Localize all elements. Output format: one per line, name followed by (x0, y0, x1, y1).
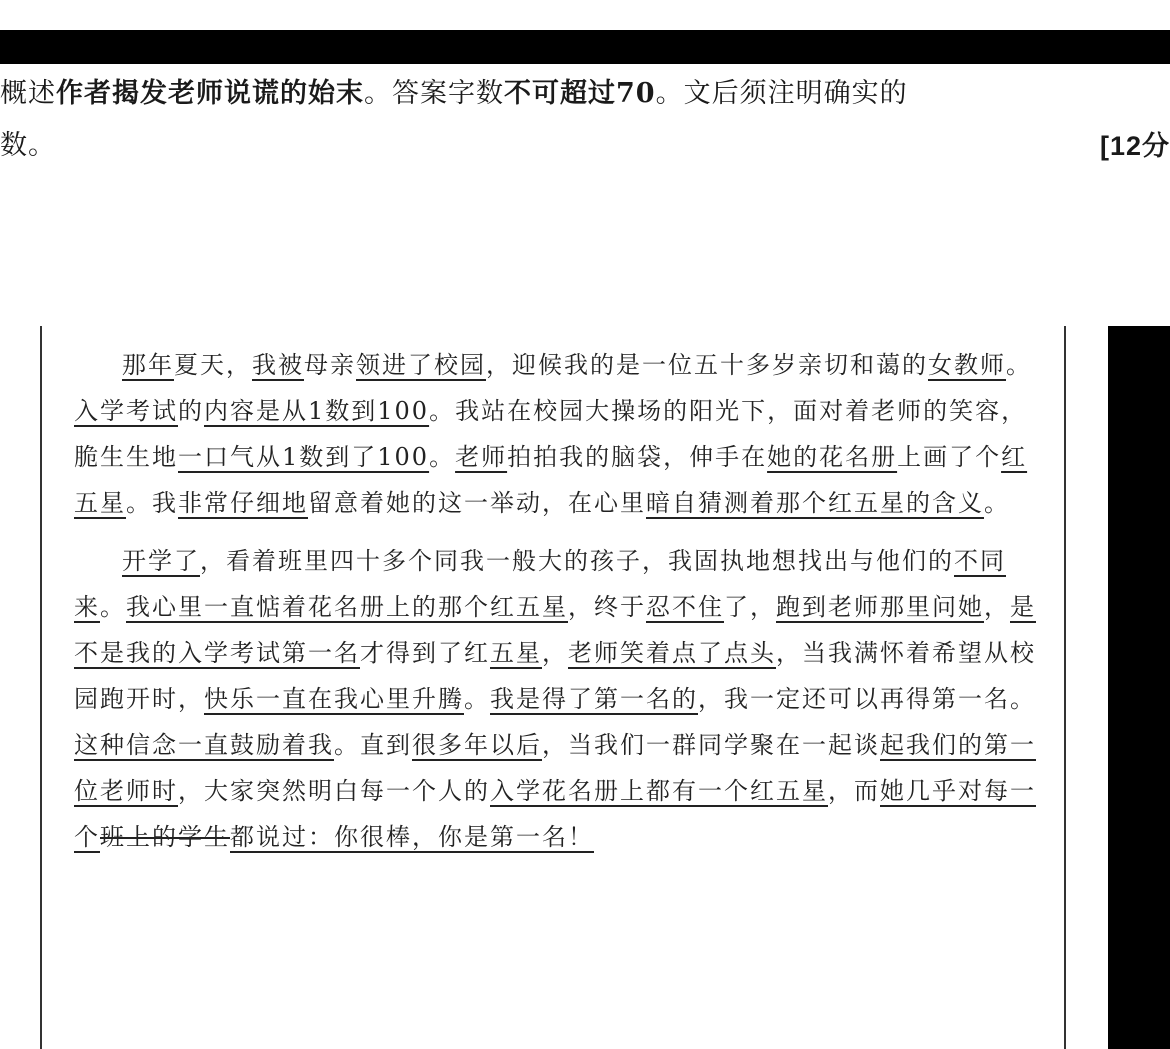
passage-text: 夏天， (174, 351, 252, 379)
passage-paragraph-2 (74, 538, 1040, 860)
underlined-text: 一口气从1数到了100 (178, 443, 430, 471)
underlined-text: 开学了 (122, 547, 200, 575)
top-black-bar (0, 30, 1170, 64)
question-line-2 (0, 124, 1170, 176)
underlined-text: 领进了校园 (356, 351, 486, 379)
underlined-text: 快乐一直在我心里升腾 (204, 685, 464, 713)
passage-text: ，我一定还可以再得第一名。 (698, 685, 1036, 713)
passage-paragraph-1 (74, 342, 1040, 526)
underlined-text: 女教师 (928, 351, 1006, 379)
passage-text: ，大家突然明白每一个人的 (178, 777, 490, 805)
question-bold-task: 作者揭发老师说谎的始末 (56, 78, 364, 109)
underlined-text: 不同来 (74, 547, 1006, 621)
passage-text: 母亲 (304, 351, 356, 379)
underlined-text: 都说过：你很棒，你是第一名！ (230, 823, 594, 851)
underlined-text: 忍不住 (646, 593, 724, 621)
passage-text: ，而 (828, 777, 880, 805)
question-prompt (0, 72, 1170, 176)
underlined-text: 内容是从1数到100 (204, 397, 430, 425)
passage-text: 的 (178, 397, 204, 425)
passage-text: ，终于 (568, 593, 646, 621)
passage-text: 拍拍我的脑袋，伸手在 (507, 443, 768, 471)
passage-text: ，当我满怀着希望从校园跑开时， (74, 639, 1036, 713)
question-text: 。文后须注明确实的 (655, 78, 908, 109)
underlined-text: 入学考试 (74, 397, 178, 425)
passage-text: 上画了个 (897, 443, 1002, 471)
underlined-text: 她几乎对每一个 (74, 777, 1036, 851)
underlined-text: 那年 (122, 351, 174, 379)
underlined-text: 很多年以后 (412, 731, 542, 759)
passage-text: 。直到 (334, 731, 412, 759)
underlined-text: 暗自猜测着那个红五星的含义 (646, 489, 984, 517)
passage-text: 。我 (126, 489, 178, 517)
question-text: 。答案字数 (364, 78, 504, 109)
underlined-text: 老师笑着点了点头 (568, 639, 776, 667)
passage-text: 。 (1006, 351, 1032, 379)
passage (74, 342, 1040, 872)
underlined-text: 我心里一直惦着花名册上的那个红五星 (126, 593, 568, 621)
underlined-text: 这种信念一直鼓励着我 (74, 731, 334, 759)
underlined-text: 她的花名册 (767, 443, 898, 471)
struck-text: 班上的学生 (100, 823, 230, 851)
question-line-1 (0, 72, 1170, 124)
underlined-text: 跑到老师那里问她 (776, 593, 984, 621)
passage-text: ，当我们一群同学聚在一起谈 (542, 731, 880, 759)
right-black-block (1108, 326, 1170, 1049)
passage-text: 才得到了红 (360, 639, 490, 667)
passage-text: ，看着班里四十多个同我一般大的孩子，我固执地想找出与他们的 (200, 547, 954, 575)
underlined-text: 我被 (252, 351, 304, 379)
passage-text: ， (542, 639, 568, 667)
passage-text: 。我站在校园大操场的阳光下，面对着老师的笑容，脆生生地 (74, 397, 1028, 471)
underlined-text: 五星 (490, 639, 542, 667)
passage-text: 。 (984, 489, 1010, 517)
passage-text: 。 (100, 593, 126, 621)
question-text: 概述 (0, 78, 56, 109)
question-bold-limit: 不可超过70 (504, 78, 656, 109)
underlined-text: 是不是我的入学考试第一名 (74, 593, 1036, 667)
underlined-text: 红五星 (74, 443, 1028, 517)
underlined-text: 起我们的第一位老师时 (74, 731, 1036, 805)
passage-text: 。 (464, 685, 490, 713)
passage-text: ， (984, 593, 1010, 621)
underlined-text: 我是得了第一名的 (490, 685, 698, 713)
underlined-text: 非常仔细地 (178, 489, 308, 517)
score-label: [12分 (1099, 131, 1170, 161)
passage-text: 留意着她的这一举动，在心里 (308, 489, 646, 517)
passage-text: 了， (724, 593, 776, 621)
underlined-text: 老师 (455, 443, 508, 471)
question-text: 数。 (0, 130, 56, 161)
passage-text: 。 (429, 443, 456, 471)
passage-text: ，迎候我的是一位五十多岁亲切和蔼的 (486, 351, 928, 379)
underlined-text: 入学花名册上都有一个红五星 (490, 777, 828, 805)
